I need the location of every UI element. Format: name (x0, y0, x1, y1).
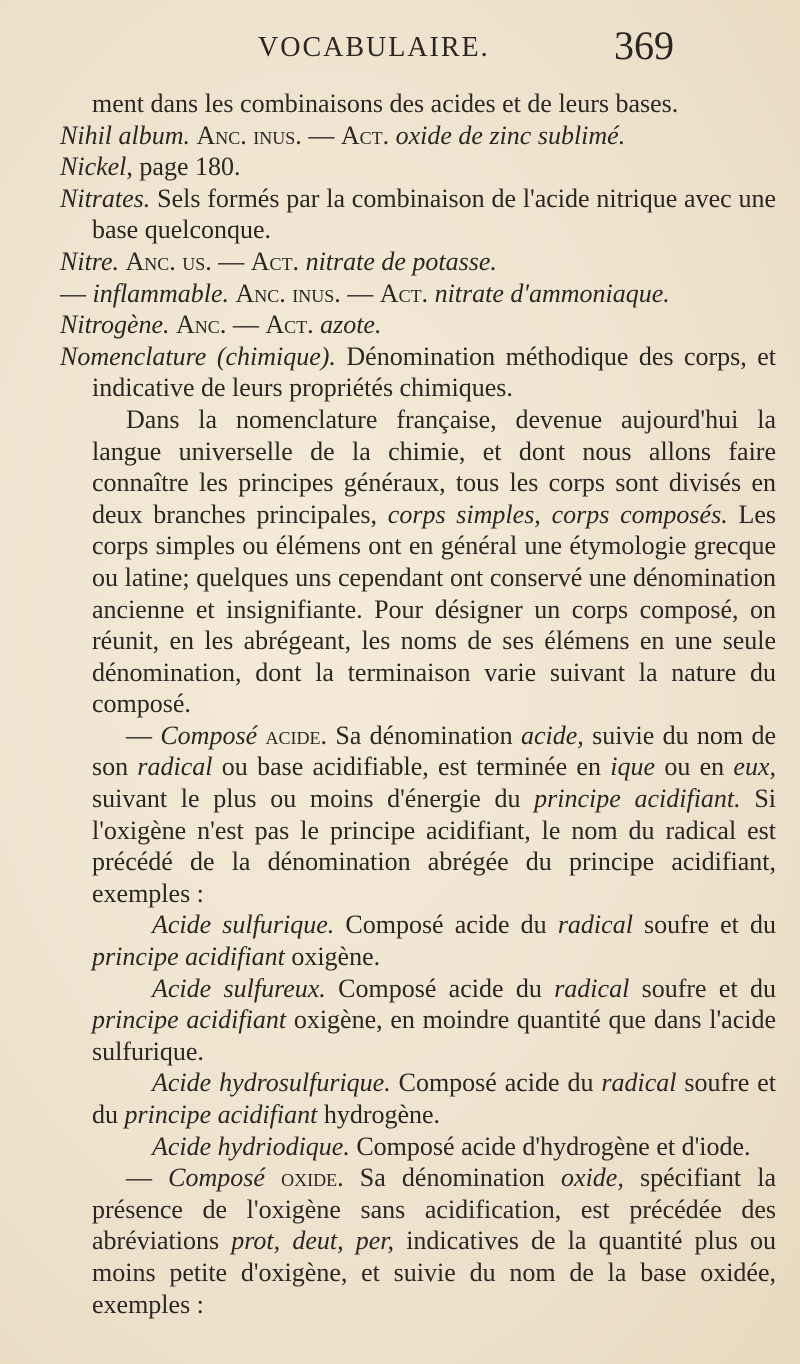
paragraph-italic: per, (355, 1226, 395, 1256)
paragraph-text: spécifiant la présence de l'oxigène sans acidification, est précédée des abréviations (92, 1163, 777, 1256)
example-italic: radical (554, 973, 630, 1003)
example-text: Composé acide du (398, 1068, 594, 1098)
anc-value: inus. (292, 278, 341, 308)
entry-nitrates (60, 183, 776, 246)
example-text: Composé acide d'hydrogène et d'iode. (356, 1131, 751, 1161)
entry-headword: Nitrogène. (60, 310, 170, 340)
subhead: Composé (168, 1163, 265, 1193)
entry-nitre (60, 246, 776, 278)
paragraph-italic: prot, (231, 1226, 281, 1256)
entry-continuation (60, 88, 776, 120)
entry-text: Sels formés par la combinaison de l'acide nitrique avec une base quelconque. (92, 183, 777, 245)
act-value: nitrate d'ammoniaque. (434, 278, 670, 308)
example-text: soufre et du (92, 1068, 776, 1129)
entry-qualifier: (chimique). (216, 341, 336, 371)
act-label: Act. (265, 310, 314, 340)
act-value: nitrate de potasse. (305, 246, 497, 276)
paragraph-text: suivie du nom de son (92, 720, 777, 782)
paragraph-italic: acide, (520, 720, 584, 750)
paragraph-compose-oxide (60, 1162, 776, 1320)
paragraph-compose-acide (60, 720, 776, 910)
dash: — (126, 1163, 152, 1193)
example-italic: principe acidifiant (92, 1005, 287, 1035)
paragraph-italic: radical (137, 752, 213, 782)
anc-label: Anc. (125, 246, 176, 276)
entry-headword: Nitrates. (60, 183, 151, 213)
example-text: Composé acide du (345, 910, 547, 940)
paragraph-italic: eux, (733, 752, 777, 782)
example-term: Acide sulfurique. (152, 910, 335, 940)
paragraph-italic: ique (610, 752, 656, 782)
separator: — (347, 278, 374, 308)
example-term: Acide hydriodique. (152, 1131, 350, 1161)
act-label: Act. (250, 246, 300, 276)
example-italic: radical (557, 910, 633, 940)
dash: — (60, 278, 86, 308)
entry-headword: Nitre. (60, 246, 119, 276)
entry-nitre-inflammable (60, 278, 776, 310)
anc-value: us. (182, 246, 212, 276)
act-value: azote. (320, 310, 382, 340)
dash: — (126, 720, 152, 750)
entry-nomenclature (60, 341, 776, 404)
anc-value: inus. (253, 120, 302, 150)
anc-label: Anc. (176, 310, 227, 340)
entry-nihil-album (60, 120, 776, 152)
example-term: Acide hydrosulfurique. (152, 1068, 391, 1098)
paragraph-text: ou base acidifiable, est terminée en (221, 752, 601, 782)
separator: — (308, 120, 335, 150)
example-italic: principe acidifiant (92, 942, 285, 972)
paragraph-text: Sa dénomination (335, 720, 513, 750)
subhead-term: oxide. (281, 1163, 344, 1193)
paragraph-text: Sa dénomination (359, 1163, 545, 1193)
separator: — (218, 246, 245, 276)
body-text (60, 88, 776, 1320)
entry-nickel (60, 151, 776, 183)
paragraph-text: Les corps simples ou élémens ont en général une étymologie grecque ou latine; quelques uns cependant ont conservé une dénomination ancienne et insignifiante. Pour désigner un corps composé, on réunit, en les abrégeant, les noms de ses élémens en une seule dénomination, dont la terminaison varie suivant la nature du composé. (92, 499, 777, 719)
paragraph-text: Dans la nomenclature française, devenue aujourd'hui la langue universelle de la chimie, et dont nous allons faire connaître les principes généraux, tous les corps sont divisés en deux branches principales, (92, 404, 776, 529)
paragraph-text: indicatives de la quantité plus ou moins petite d'oxigène, et suivie du nom de la base oxidée, exemples : (92, 1226, 777, 1319)
anc-label: Anc. (235, 278, 286, 308)
example-text: oxigène, en moindre quantité que dans l'acide sulfurique. (92, 1005, 776, 1066)
paragraph-text: ou en (664, 752, 725, 782)
paragraph-italic: oxide, (561, 1163, 624, 1193)
example-text: Composé acide du (338, 973, 542, 1003)
example-italic: principe acidifiant (124, 1100, 318, 1129)
example-acide-sulfureux (60, 973, 776, 1068)
paragraph-text: suivant le plus ou moins d'énergie du (92, 784, 521, 814)
example-text: soufre et du (644, 910, 777, 940)
act-label: Act. (340, 120, 390, 150)
subhead-term: acide. (265, 720, 327, 750)
example-italic: radical (601, 1068, 677, 1098)
paragraph-text: Si l'oxigène n'est pas le principe acidifiant, le nom du radical est précédé de la dénomination abrégée du principe acidifiant, exemples : (92, 784, 777, 908)
entry-headword: Nomenclature (60, 341, 207, 371)
paragraph-italic: corps simples, corps composés. (387, 499, 728, 529)
act-label: Act. (379, 278, 429, 308)
entry-text: Dénomination méthodique des corps, et indicative de leurs propriétés chimiques. (92, 341, 777, 403)
example-term: Acide sulfureux. (152, 973, 326, 1003)
paragraph-italic: deut, (292, 1226, 344, 1256)
continuation-text: ment dans les combinaisons des acides et de leurs bases. (92, 89, 679, 118)
subhead: Composé (160, 720, 258, 750)
example-acide-sulfurique (60, 909, 776, 972)
entry-headword: Nihil album. (60, 120, 191, 150)
entry-text: , page 180. (126, 152, 241, 182)
act-value: oxide de zinc sublimé. (395, 120, 626, 150)
entry-headword: inflammable. (92, 278, 229, 308)
paragraph-italic: principe acidifiant. (534, 784, 741, 814)
example-text: oxigène. (291, 942, 381, 972)
example-text: soufre et du (641, 973, 777, 1003)
entry-headword: Nickel (60, 152, 127, 182)
example-text: hydrogène. (323, 1100, 441, 1129)
entry-nitrogene (60, 309, 776, 341)
running-title: VOCABULAIRE. (258, 32, 490, 63)
example-acide-hydriodique (60, 1131, 776, 1163)
anc-label: Anc. (196, 120, 247, 150)
separator: — (232, 310, 259, 340)
page-number: 369 (614, 23, 674, 68)
example-acide-hydrosulfurique (60, 1067, 776, 1130)
paragraph-nomenclature (60, 404, 776, 720)
page-header (258, 14, 678, 74)
